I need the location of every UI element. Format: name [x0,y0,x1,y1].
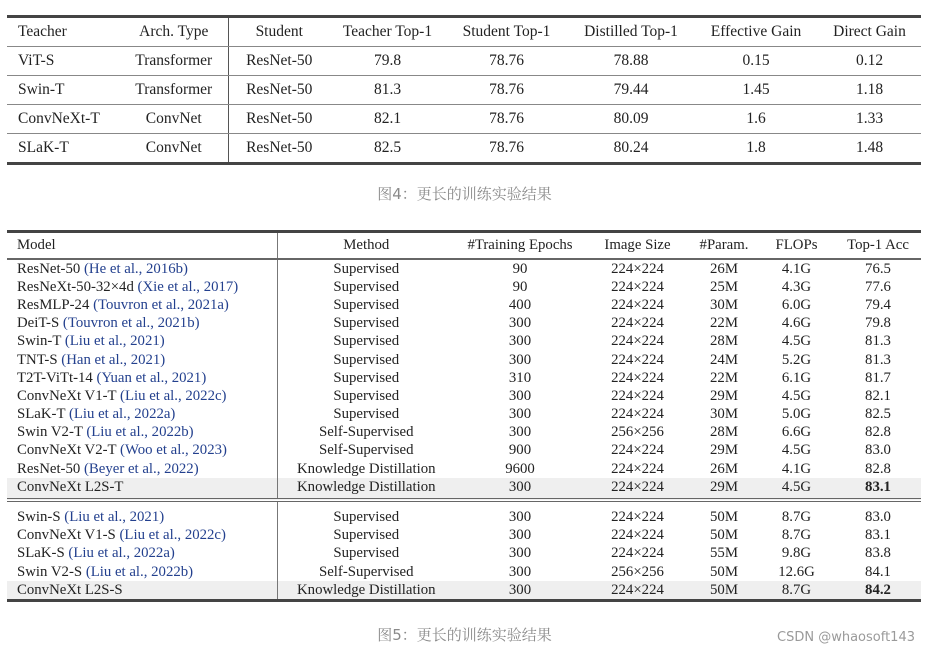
model-name: ResMLP-24 [17,296,90,313]
table-cell: 300 [455,478,585,500]
model-cell [7,527,277,545]
model-name: ConvNeXt V2-T [17,442,117,459]
table-cell: Supervised [333,545,400,562]
table-cell: ResNet-50 [228,76,330,105]
table-cell: 300 [508,509,532,526]
table-cell: 55M [710,545,738,562]
table-cell: Supervised [333,527,400,544]
watermark: CSDN @whaosoft143 [777,630,915,645]
table-cell: ResNet-50 [228,47,330,76]
table-cell: 300 [455,581,585,601]
table-cell: Transformer [120,76,228,105]
table-cell: Supervised [333,369,400,386]
column-header: Top-1 Acc [835,232,921,260]
model-name: ResNet-50 [17,260,81,277]
table-row [7,105,921,134]
table-cell: 84.1 [865,563,891,580]
table-row [7,259,921,278]
citation-link: (Yuan et al., 2021) [96,369,207,386]
column-header: Arch. Type [120,17,228,47]
table-cell: 22M [710,369,738,386]
model-name: Swin V2-T [17,424,83,441]
model-cell [7,278,277,296]
table-cell: 224×224 [611,545,664,562]
table-cell: 78.76 [445,76,568,105]
table-cell: 50M [710,509,738,526]
table-cell: 0.15 [694,47,818,76]
table-cell: Self-Supervised [318,563,414,580]
citation-link: (Liu et al., 2022a) [68,545,175,562]
model-name: DeiT-S [17,315,60,332]
table-cell: 79.8 [865,315,891,332]
table-cell: 300 [508,563,532,580]
model-cell [7,563,277,581]
citation-link: (Liu et al., 2022a) [68,406,176,423]
model-name: Swin-S [17,509,61,526]
column-header: Student Top-1 [445,17,568,47]
table-cell: 80.09 [568,105,694,134]
table-cell: 81.3 [330,76,445,105]
column-header: #Param. [690,232,758,260]
model-cell [7,387,277,405]
table-cell: 300 [508,333,532,350]
table-row [7,460,921,478]
table-cell: 8.7G [781,509,812,526]
table-cell: 224×224 [585,581,690,601]
model-cell [7,545,277,563]
table-cell: 1.8 [694,134,818,164]
model-cell [7,442,277,460]
table-row [7,76,921,105]
table-cell: 82.1 [330,105,445,134]
model-name: ResNeXt-50-32×4d [17,278,134,295]
table-cell: 82.8 [865,424,891,441]
table-cell: 81.3 [865,333,891,350]
column-header: Teacher Top-1 [330,17,445,47]
table-cell: 78.76 [445,47,568,76]
table-row [7,351,921,369]
table-cell: 83.0 [865,442,891,459]
table-cell: 82.5 [865,406,891,423]
table-cell: 300 [508,351,532,368]
column-header: #Training Epochs [455,232,585,260]
model-name: SLaK-S [17,545,65,562]
column-header: Model [7,232,277,260]
table-row [7,333,921,351]
table-row [7,406,921,424]
table-cell: SLaK-T [7,134,120,164]
table-cell: 77.6 [865,278,891,295]
table-cell: 12.6G [778,563,815,580]
model-cell [7,296,277,314]
table-cell: 224×224 [611,406,664,423]
table-row [7,387,921,405]
table-cell: 30M [710,296,738,313]
table-cell: 300 [508,387,532,404]
table-cell: 256×256 [611,424,664,441]
table-cell: 1.18 [818,76,921,105]
table-cell: 256×256 [611,563,664,580]
table-row [7,424,921,442]
table-cell: 90 [512,278,528,295]
column-header: Image Size [585,232,690,260]
table-cell: ResNet-50 [228,105,330,134]
table-cell: ResNet-50 [228,134,330,164]
citation-link: (Liu et al., 2022b) [85,563,194,580]
table-cell: 22M [710,315,738,332]
table-cell: 82.1 [865,387,891,404]
model-cell [7,406,277,424]
column-header: Student [228,17,330,47]
model-cell [7,333,277,351]
table-cell: 29M [710,442,738,459]
table-cell: 50M [710,527,738,544]
table-cell: 78.88 [568,47,694,76]
model-name: ConvNeXt V1-T [17,387,117,404]
table-cell: 83.0 [865,509,891,526]
citation-link: (Liu et al., 2022c) [120,387,227,404]
table-cell: 4.5G [758,478,835,500]
table-cell: 224×224 [585,478,690,500]
column-header: Teacher [7,17,120,47]
table-cell: 4.5G [781,387,812,404]
table-cell: 224×224 [611,278,664,295]
table-row [7,581,921,601]
table-cell: 26M [710,460,738,477]
model-name: T2T-ViTt-14 [17,369,93,386]
table-row [7,527,921,545]
table-cell: 79.4 [865,296,891,313]
table-cell: Supervised [333,260,400,277]
table-cell: 5.2G [781,351,812,368]
table-cell: Supervised [333,315,400,332]
table-cell: 300 [508,315,532,332]
table-cell: 310 [508,369,532,386]
model-cell [7,460,277,478]
table-cell: 300 [508,545,532,562]
table-cell: 900 [508,442,532,459]
table-cell: Supervised [333,387,400,404]
table-row [7,47,921,76]
table-cell: 24M [710,351,738,368]
table-row [7,134,921,164]
model-cell [7,478,277,500]
table-row [7,500,921,526]
table-cell: Supervised [333,406,400,423]
column-header: Effective Gain [694,17,818,47]
table-row [7,296,921,314]
model-cell [7,500,277,526]
model-name: ConvNeXt L2S-T [17,478,124,495]
model-cell [7,369,277,387]
table-cell: 4.5G [781,442,812,459]
table-cell: 224×224 [611,296,664,313]
citation-link: (Touvron et al., 2021a) [93,296,229,313]
table-cell: 5.0G [781,406,812,423]
table-cell: 84.2 [835,581,921,601]
table-cell: Supervised [333,509,400,526]
table-cell: 224×224 [611,369,664,386]
column-header: FLOPs [758,232,835,260]
table-cell: 28M [710,424,738,441]
table-cell: 90 [512,260,528,277]
table-cell: 9.8G [781,545,812,562]
citation-link: (Woo et al., 2023) [120,442,227,459]
table-cell: Supervised [333,296,400,313]
table-cell: 224×224 [611,351,664,368]
table-cell: 300 [508,406,532,423]
table-cell: 4.6G [781,315,812,332]
column-header: Direct Gain [818,17,921,47]
table-cell: ConvNet [120,105,228,134]
model-name: ResNet-50 [17,460,81,477]
table-cell: Self-Supervised [318,424,414,441]
model-name: ConvNeXt L2S-S [17,581,123,598]
table-cell: 81.7 [865,369,891,386]
table-cell: Knowledge Distillation [277,478,455,500]
table-cell: 224×224 [611,387,664,404]
table-cell: 9600 [505,460,535,477]
table-cell: Self-Supervised [318,442,414,459]
model-cell [7,581,277,601]
table-cell: 224×224 [611,460,664,477]
table-cell: 78.76 [445,105,568,134]
table-cell: ConvNeXt-T [7,105,120,134]
column-header: Method [277,232,455,260]
longer-training-table-1 [7,15,921,165]
table-cell: Knowledge Distillation [277,581,455,601]
table-cell: 28M [710,333,738,350]
table-cell: Knowledge Distillation [297,460,436,477]
table-cell: 224×224 [611,315,664,332]
table-cell: 224×224 [611,333,664,350]
table-cell: 4.3G [781,278,812,295]
table-cell: 224×224 [611,527,664,544]
model-cell [7,259,277,278]
table-cell: 4.1G [781,460,812,477]
citation-link: (Liu et al., 2022c) [119,527,226,544]
model-cell [7,351,277,369]
figure-4-caption: 图4：更长的训练实验结果 [377,185,552,203]
table-cell: 8.7G [781,527,812,544]
model-name: Swin-T [17,333,62,350]
table-cell: 29M [690,478,758,500]
table-cell: 83.1 [865,527,891,544]
table-cell: 6.6G [781,424,812,441]
table-row [7,563,921,581]
table-cell: 1.48 [818,134,921,164]
table-cell: 300 [508,527,532,544]
table-cell: 4.1G [781,260,812,277]
table-cell: 78.76 [445,134,568,164]
table-cell: 79.44 [568,76,694,105]
table-cell: Transformer [120,47,228,76]
model-name: Swin V2-S [17,563,83,580]
table-cell: 81.3 [865,351,891,368]
table-cell: 1.6 [694,105,818,134]
table-cell: 76.5 [865,260,891,277]
table-cell: 400 [508,296,532,313]
table-cell: 224×224 [611,442,664,459]
model-cell [7,424,277,442]
table-cell: Supervised [333,333,400,350]
table-cell: 30M [710,406,738,423]
table-cell: 6.0G [781,296,812,313]
longer-training-table-2 [7,230,921,602]
model-name: SLaK-T [17,406,66,423]
table-cell: 8.7G [758,581,835,601]
table-cell: 0.12 [818,47,921,76]
citation-link: (Liu et al., 2022b) [86,424,194,441]
table-row [7,278,921,296]
table-cell: 300 [508,424,532,441]
table-row [7,478,921,500]
table-cell: 29M [710,387,738,404]
table-row [7,315,921,333]
table-cell: 50M [690,581,758,601]
table-cell: 80.24 [568,134,694,164]
table-cell: 224×224 [611,260,664,277]
table-cell: 4.5G [781,333,812,350]
citation-link: (Han et al., 2021) [61,351,166,368]
table-cell: 1.33 [818,105,921,134]
table-cell: Swin-T [7,76,120,105]
table-cell: 224×224 [611,509,664,526]
table-cell: ViT-S [7,47,120,76]
model-name: TNT-S [17,351,58,368]
citation-link: (Xie et al., 2017) [137,278,239,295]
table-cell: 25M [710,278,738,295]
table-cell: ConvNet [120,134,228,164]
table-cell: Supervised [333,278,400,295]
table-row [7,442,921,460]
table-cell: 1.45 [694,76,818,105]
table-cell: 50M [710,563,738,580]
table-cell: 79.8 [330,47,445,76]
table-cell: 82.8 [865,460,891,477]
table-cell: 83.8 [865,545,891,562]
table-cell: 83.1 [835,478,921,500]
column-header: Distilled Top-1 [568,17,694,47]
citation-link: (Beyer et al., 2022) [84,460,199,477]
citation-link: (He et al., 2016b) [84,260,188,277]
table-cell: 82.5 [330,134,445,164]
model-name: ConvNeXt V1-S [17,527,116,544]
table-row [7,369,921,387]
table-row [7,545,921,563]
figure-5-caption: 图5：更长的训练实验结果 [377,626,552,644]
citation-link: (Liu et al., 2021) [64,509,165,526]
table-cell: 26M [710,260,738,277]
table-cell: 6.1G [781,369,812,386]
citation-link: (Liu et al., 2021) [64,333,165,350]
table-cell: Supervised [333,351,400,368]
model-cell [7,315,277,333]
citation-link: (Touvron et al., 2021b) [62,315,200,332]
